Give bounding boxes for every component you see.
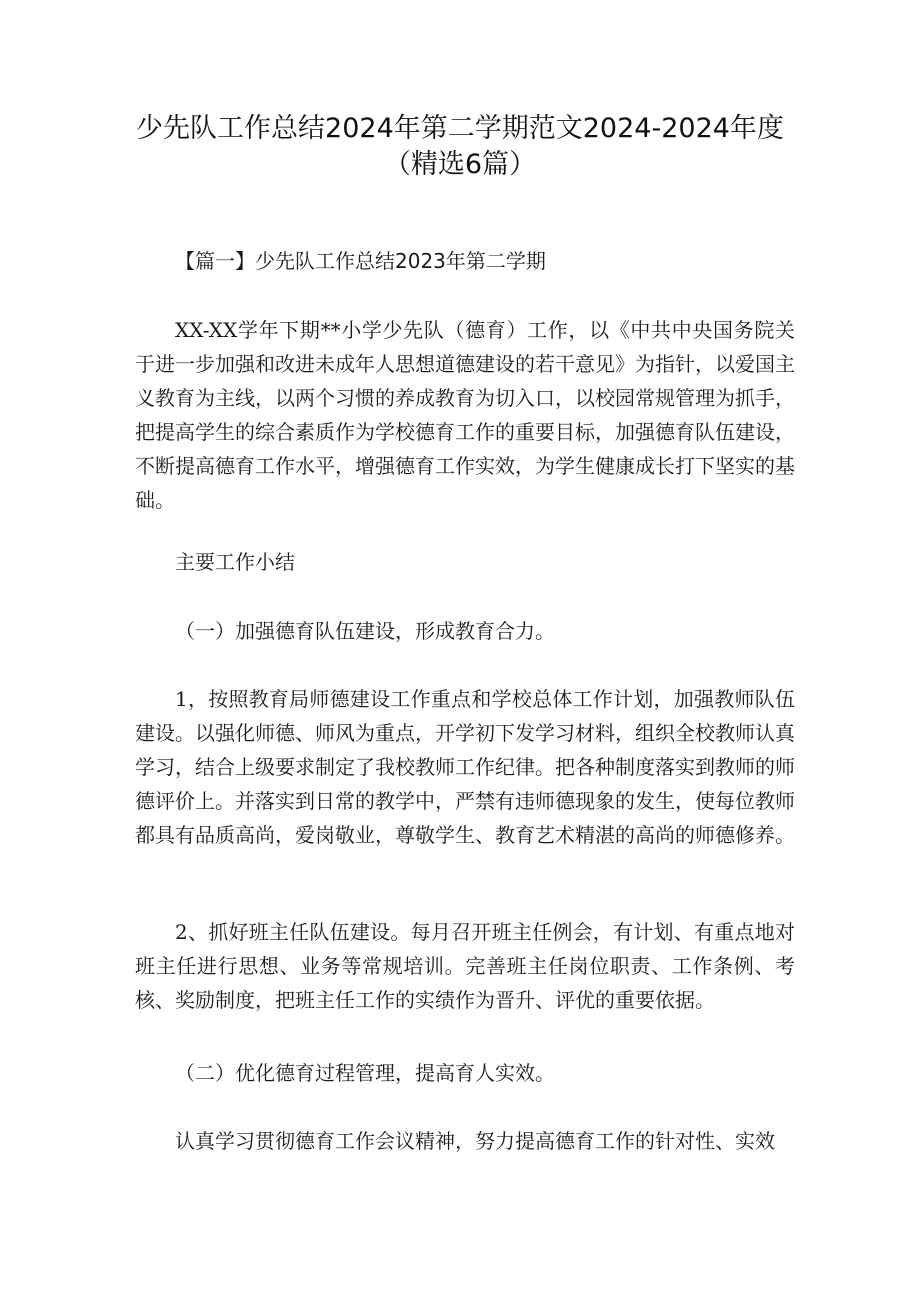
paragraph-item-one: 1，按照教育局师德建设工作重点和学校总体工作计划，加强教师队伍建设。以强化师德、师风为重点，开学初下发学习材料，组织全校教师认真学习，结合上级要求制定了我校教师工作纪律。把各种制度落实到教师的师德评价上。并落实到日常的教学中，严禁有违师德现象的发生，使每位教师都具有品质高尚，爱岗敬业，尊敬学生、教育艺术精湛的高尚的师德修养。: [135, 687, 795, 847]
paragraph-item-two: 2、抓好班主任队伍建设。每月召开班主任例会，有计划、有重点地对班主任进行思想、业务等常规培训。完善班主任岗位职责、工作条例、考核、奖励制度，把班主任工作的实绩作为晋升、评优的重要依据。: [135, 920, 795, 1012]
document-title-line1: 少先队工作总结2024年第二学期范文2024-2024年度: [136, 113, 784, 144]
paragraph-intro: XX-XX学年下期**小学少先队（德育）工作，以《中共中央国务院关于进一步加强和改进未成年人思想道德建设的若干意见》为指针，以爱国主义教育为主线，以两个习惯的养成教育为切入口，以校园常规管理为抓手，把提高学生的综合素质作为学校德育工作的重要目标，加强德育队伍建设，不断提高德育工作水平，增强德育工作实效，为学生健康成长打下坚实的基础。: [135, 318, 795, 512]
paragraph-continuation: 认真学习贯彻德育工作会议精神，努力提高德育工作的针对性、实效: [175, 1129, 775, 1153]
paragraph-subsection-two: （二）优化德育过程管理，提高育人实效。: [175, 1061, 555, 1085]
document-title-line2: （精选6篇）: [383, 149, 537, 180]
section-heading: 【篇一】少先队工作总结2023年第二学期: [175, 249, 546, 273]
paragraph-subsection-one: （一）加强德育队伍建设，形成教育合力。: [175, 619, 555, 643]
paragraph-main-summary-heading: 主要工作小结: [175, 550, 295, 574]
